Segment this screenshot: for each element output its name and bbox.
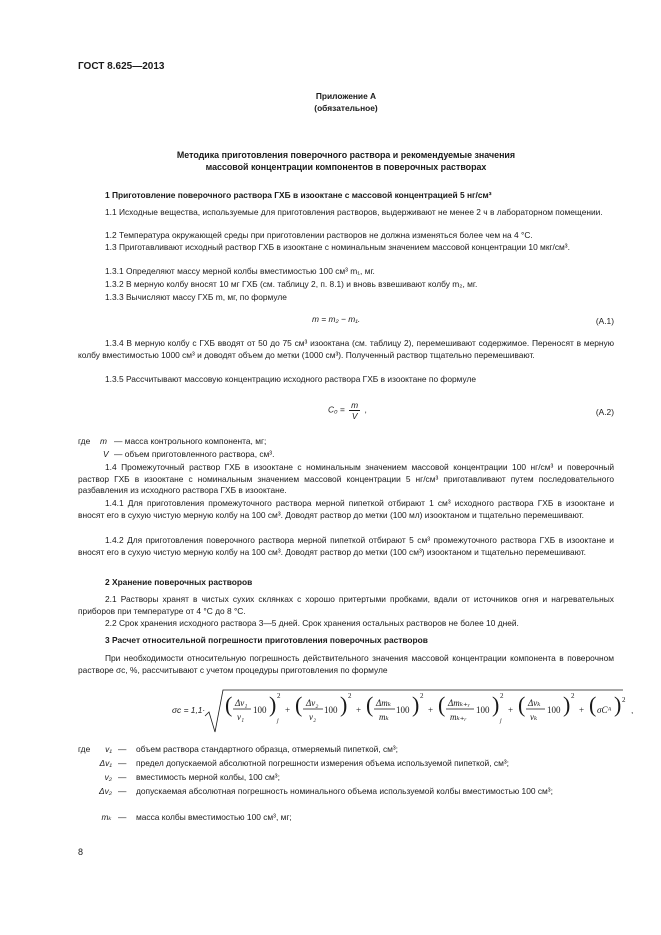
paragraph-1-4-2: 1.4.2 Для приготовления поверочного раствора мерной пипеткой отбирают 5 см³ промежуточного раствора ГХБ в изооктане и вносят его в сухую чистую мерную колбу на 100 см³. Доводят раствор до метки (100 см³) изооктаном и тщательно перемешивают. (78, 535, 614, 557)
mk-denominator: mₖ (379, 712, 389, 722)
paragraph-1-4-1: 1.4.1 Для приготовления промежуточного раствора мерной пипеткой отбирают 1 см³ исходного раствора ГХБ в изооктане и вносят его в сухую чистую мерную колбу на 100 см³. Доводят раствор до метки (100 мл) изооктаном и тщательно перемешивают. (78, 498, 614, 520)
bracket-open-6: ( (589, 692, 597, 717)
equation-a2-lhs: C₀ = (328, 404, 345, 415)
term5-factor: 100 (547, 705, 561, 715)
dvk-numerator: Δvₖ (528, 698, 541, 708)
page-number: 8 (78, 847, 84, 857)
bracket-close-1: ) (269, 692, 277, 717)
bracket-close-6: ) (614, 692, 622, 717)
section-3-heading: 3 Расчет относительной погрешности приготовления поверочных растворов (105, 635, 428, 645)
definition-text: допускаемая абсолютная погрешность номинального объема используемой колбы вместимостью 100 см³; (136, 786, 553, 796)
equation-a2-number: (А.2) (595, 407, 614, 417)
bracket-open-2: ( (295, 692, 303, 717)
paragraph-1-3-2: 1.3.2 В мерную колбу вносят 10 мг ГХБ (см. таблицу 2, п. 8.1) и вновь взвешивают колбу m₂, мг. (105, 279, 478, 289)
equation-a3 (78, 688, 634, 738)
sigma-ca-term: σCᴬ (597, 705, 612, 715)
paragraph-3: При необходимости относительную погрешность действительного значения массовой концентрации компонента в поверочном растворе σс, %, рассчитывают с учетом процедуры приготовления по формуле (78, 653, 614, 675)
definition-m-text: — масса контрольного компонента, мг; (114, 436, 267, 446)
term4-power: 2 (500, 692, 504, 700)
definition-dash: — (118, 772, 127, 782)
document-title-line2: массовой концентрации компонентов в поверочных растворах (205, 162, 487, 172)
definition-text: предел допускаемой абсолютной погрешности измерения объема используемой пипеткой, см³; (136, 758, 509, 768)
paragraph-1-3-1: 1.3.1 Определяют массу мерной колбы вместимостью 100 см³ m₁, мг. (105, 266, 375, 276)
vk-denominator: vₖ (530, 712, 538, 722)
equation-a2-numerator: m (351, 400, 359, 410)
definition-text: объем раствора стандартного образца, отмеряемый пипеткой, см³; (136, 744, 399, 754)
plus-3: + (428, 705, 434, 715)
definition-v-symbol: V (103, 449, 109, 459)
definition-text: масса колбы вместимостью 100 см³, мг; (136, 812, 292, 822)
paragraph-1-4: 1.4 Промежуточный раствор ГХБ в изооктане с номинальным значением массовой концентрации 100 нг/см³ и поверочный раствор ГХБ в изооктане с номинальным значением массовой концентрации 5 нг/см³ приготавливают путем последовательного разбавления из исходного раствора ГХБ в изооктане. (78, 462, 614, 496)
paragraph-1-3-5: 1.3.5 Рассчитывают массовую концентрацию исходного раствора ГХБ в изооктане по формуле (105, 374, 477, 384)
appendix-subtitle: (обязательное) (314, 103, 378, 113)
paragraph-1-1: 1.1 Исходные вещества, используемые для приготовления растворов, выдерживают не менее 2 ч в лабораторном помещении. (105, 207, 603, 217)
appendix-title: Приложение А (315, 91, 377, 101)
equation-a2-fraction (349, 400, 360, 421)
where-label: где (78, 744, 91, 754)
equation-a3-comma: , (631, 705, 634, 715)
equation-a1-body: m = m₂ − m₁. (312, 314, 361, 324)
definition-symbol: v₂ (104, 772, 112, 782)
bracket-close-2: ) (340, 692, 348, 717)
where-label: где (78, 436, 91, 446)
term4-index: j (500, 718, 502, 724)
document-title-line1: Методика приготовления поверочного раствора и рекомендуемые значения (176, 150, 516, 160)
v2-denominator: v₂ (309, 712, 317, 722)
definition-symbol: Δv₂ (98, 786, 112, 796)
term1-factor: 100 (253, 705, 267, 715)
definition-m-symbol: m (100, 436, 107, 446)
plus-5: + (579, 705, 585, 715)
definition-symbol: v₁ (105, 744, 112, 754)
bracket-open-1: ( (225, 692, 233, 717)
plus-4: + (508, 705, 514, 715)
equation-a3-lhs: σс = 1,1· (172, 705, 206, 715)
bracket-close-5: ) (563, 692, 571, 717)
term3-factor: 100 (396, 705, 410, 715)
definition-symbol: mₖ (101, 812, 112, 822)
term1-index: j (277, 718, 279, 724)
paragraph-1-2: 1.2 Температура окружающей среды при приготовлении растворов не должна изменяться более чем на 4 °С. (105, 230, 533, 240)
term2-power: 2 (348, 692, 352, 700)
paragraph-1-3: 1.3 Приготавливают исходный раствор ГХБ в изооктане с номинальным значением массовой концентрации 10 мкг/см³. (105, 242, 570, 252)
term4-factor: 100 (476, 705, 490, 715)
mk-r-denominator: mₖ₊ᵣ (450, 712, 467, 722)
definition-text: вместимость мерной колбы, 100 см³; (136, 772, 280, 782)
equation-a1 (78, 312, 614, 334)
equation-a2 (78, 400, 614, 426)
definition-dash: — (118, 786, 127, 796)
bracket-open-4: ( (438, 692, 446, 717)
term3-power: 2 (420, 692, 424, 700)
section-2-heading: 2 Хранение поверочных растворов (105, 577, 253, 587)
bracket-open-5: ( (518, 692, 526, 717)
plus-1: + (285, 705, 291, 715)
term6-power: 2 (622, 696, 626, 704)
dmk-r-numerator: Δmₖ₊ᵣ (448, 698, 471, 708)
section-1-heading: 1 Приготовление поверочного раствора ГХБ в изооктане с массовой концентрацией 5 нг/см³ (105, 190, 492, 200)
definition-dash: — (118, 812, 127, 822)
term5-power: 2 (571, 692, 575, 700)
term1-power: 2 (277, 692, 281, 700)
v1-denominator: v₁ (237, 712, 245, 722)
plus-2: + (356, 705, 362, 715)
bracket-open-3: ( (366, 692, 374, 717)
paragraph-1-3-4: 1.3.4 В мерную колбу с ГХБ вводят от 50 до 75 см³ изооктана (см. таблицу 2), перемешивают содержимое. Переносят в мерную колбу вместимостью 1000 см³ и доводят объем до метки (1000 см³). Полученный раствор тщательно перемешивают. (78, 338, 614, 360)
equation-a3-radical (203, 688, 633, 736)
paragraph-2-1: 2.1 Растворы хранят в чистых сухих склянках с хорошо притертыми пробками, вдали от источников огня и нагревательных приборов при температуре от 4 °С до 8 °С. (78, 594, 614, 616)
term2-factor: 100 (324, 705, 338, 715)
equation-a2-denominator: V (351, 411, 358, 421)
dv2-numerator: Δv₂ (306, 698, 319, 708)
equation-a2-tail: , (364, 404, 367, 415)
dv1-numerator: Δv₁ (235, 698, 248, 708)
dmk-numerator: Δmₖ (376, 698, 392, 708)
equation-a1-number: (А.1) (595, 316, 614, 326)
paragraph-2-2: 2.2 Срок хранения исходного раствора 3—5 дней. Срок хранения остальных растворов не более 10 дней. (105, 618, 519, 628)
document-header: ГОСТ 8.625—2013 (78, 61, 165, 72)
definition-symbol: Δv₁ (99, 758, 112, 768)
paragraph-1-3-3: 1.3.3 Вычисляют массу ГХБ m, мг, по формуле (105, 292, 287, 302)
bracket-close-3: ) (412, 692, 420, 717)
definition-dash: — (118, 758, 127, 768)
bracket-close-4: ) (492, 692, 500, 717)
definition-v-text: — объем приготовленного раствора, см³. (114, 449, 275, 459)
definition-dash: — (118, 744, 127, 754)
